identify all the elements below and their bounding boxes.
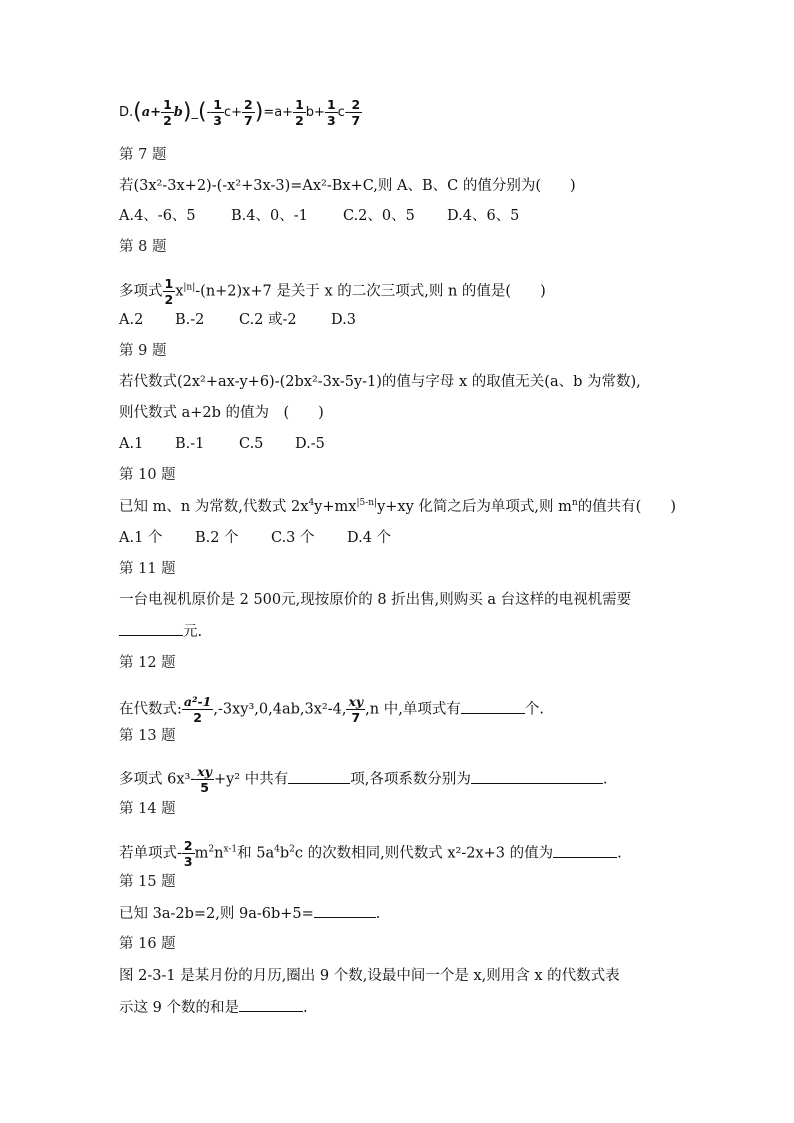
q6-option-d: D.(a+ $\frac{1}{2}$ b)_(- $\frac{1}{3}$ c+ $\frac{2}{7}$ )=a+ $\frac{1}{2}$ b+ $\frac{1}{3}$ c- $\frac{2}{7}$: [119, 97, 361, 128]
q8-option-a: A.2: [119, 312, 144, 328]
q10-option-b: B.2 个: [195, 530, 239, 546]
q10-option-d: D.4 个: [347, 530, 392, 546]
fraction: $\frac{1}{3}$: [213, 97, 222, 128]
q16-heading: 第 16 题: [119, 936, 176, 952]
fraction: $\frac{1}{3}$: [326, 97, 336, 128]
q9-option-b: B.-1: [175, 436, 205, 452]
q16-stem-line1: 图 2-3-1 是某月份的月历,圈出 9 个数,设最中间一个是 x,则用含 x 的代数式表: [119, 968, 620, 984]
q7-option-b: B.4、0、-1: [231, 208, 308, 224]
answer-blank[interactable]: [314, 903, 376, 918]
fraction: $\frac{2}{7}$: [351, 97, 361, 128]
fraction: $\frac{1}{2}$: [163, 97, 172, 128]
answer-blank[interactable]: [471, 769, 603, 784]
q8-heading: 第 8 题: [119, 239, 167, 255]
q11-stem-line1: 一台电视机原价是 2 500元,现按原价的 8 折出售,则购买 a 台这样的电视机需要: [119, 592, 632, 608]
q15-heading: 第 15 题: [119, 874, 176, 890]
q9-heading: 第 9 题: [119, 343, 167, 359]
q11-stem-line2: 元.: [119, 621, 202, 642]
q7-option-a: A.4、-6、5: [119, 208, 196, 224]
q9-option-d: D.-5: [295, 436, 325, 452]
q8-options: [119, 310, 356, 330]
q9-stem-line1: 若代数式(2x²+ax-y+6)-(2bx²-3x-5y-1)的值与字母 x 的取值无关(a、b 为常数),: [119, 374, 641, 390]
q14-stem: 若单项式- $\frac{2}{3}$ $m^2n^{x-1}$和 $5a^4b^2c$ 的次数相同,则代数式 x²-2x+3 的值为 .: [119, 838, 622, 869]
answer-blank[interactable]: [288, 769, 350, 784]
q15-stem: 已知 3a-2b=2,则 9a-6b+5= .: [119, 903, 380, 924]
q10-option-a: A.1 个: [119, 530, 163, 546]
q8-stem: 多项式 $\frac{1}{2}$ $x^{|n|}-(n+2)x+7$ 是关于 x 的二次三项式,则 n 的值是( ): [119, 276, 546, 307]
q7-option-c: C.2、0、5: [343, 208, 415, 224]
fraction: $\frac{2}{7}$: [244, 97, 253, 128]
q8-option-c: C.2 或-2: [239, 312, 297, 328]
q8-option-b: B.-2: [175, 312, 205, 328]
fraction: $\frac{xy}{7}$: [348, 694, 364, 725]
answer-blank[interactable]: [461, 699, 525, 714]
fraction: $\frac{1}{2}$: [295, 97, 304, 128]
q13-heading: 第 13 题: [119, 728, 176, 744]
q12-heading: 第 12 题: [119, 655, 176, 671]
fraction: $\frac{xy}{5}$: [197, 764, 212, 795]
q8-option-d: D.3: [331, 312, 356, 328]
q11-heading: 第 11 题: [119, 561, 176, 577]
q14-heading: 第 14 题: [119, 801, 176, 817]
answer-blank[interactable]: [119, 621, 183, 636]
fraction: $\frac{\text{a²-1}}{2}$: [183, 694, 212, 725]
q7-stem: 若(3x²-3x+2)-(-x²+3x-3)=Ax²-Bx+C,则 A、B、C 的值分别为( ): [119, 178, 576, 194]
q10-heading: 第 10 题: [119, 467, 176, 483]
fraction: $\frac{1}{2}$: [164, 276, 174, 307]
q10-options: [119, 528, 391, 548]
q12-stem: 在代数式: $\frac{\text{a²-1}}{2}$ ,-3xy³,0,4ab,3x²-4, $\frac{xy}{7}$ ,n 中,单项式有 个.: [119, 694, 544, 725]
q7-heading: 第 7 题: [119, 147, 167, 163]
q13-stem: 多项式 6x³- $\frac{xy}{5}$ +y² 中共有 项,各项系数分别为 .: [119, 764, 608, 795]
q10-option-c: C.3 个: [271, 530, 315, 546]
q16-stem-line2: 示这 9 个数的和是 .: [119, 997, 308, 1018]
q10-stem: 已知 m、n 为常数,代数式 $2x^4y+mx^{|5-n|}y+xy$ 化简之后为单项式,则 $m^n$的值共有( ): [119, 498, 677, 515]
fraction: $\frac{2}{3}$: [183, 838, 193, 869]
q7-option-d: D.4、6、5: [447, 208, 520, 224]
q9-option-a: A.1: [119, 436, 144, 452]
q9-stem-line2: 则代数式 a+2b 的值为 ( ): [119, 405, 324, 421]
q9-option-c: C.5: [239, 436, 264, 452]
answer-blank[interactable]: [239, 997, 303, 1012]
answer-blank[interactable]: [553, 843, 617, 858]
q7-options: [119, 206, 519, 226]
q9-options: [119, 434, 325, 454]
